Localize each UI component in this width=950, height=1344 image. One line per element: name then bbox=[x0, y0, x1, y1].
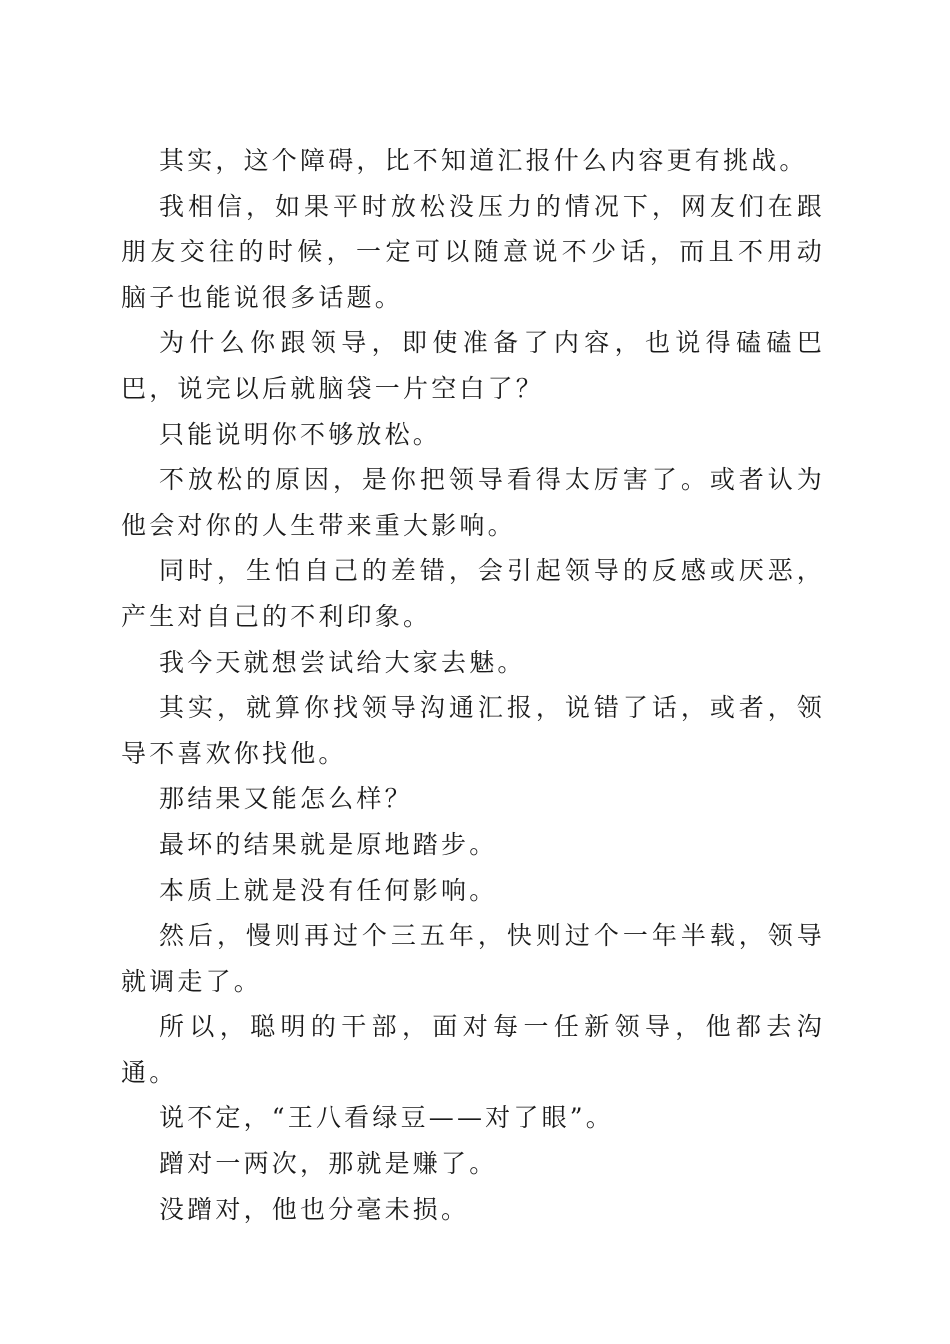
paragraph-4: 只能说明你不够放松。 bbox=[159, 419, 442, 449]
paragraph-5: 不放松的原因，是你把领导看得太厉害了。或者认为他会对你的人生带来重大影响。 bbox=[121, 465, 825, 540]
paragraph-12: 然后，慢则再过个三五年，快则过个一年半载，领导就调走了。 bbox=[121, 921, 825, 996]
paragraph-2: 我相信，如果平时放松没压力的情况下，网友们在跟朋友交往的时候，一定可以随意说不少话，而且不用动脑子也能说很多话题。 bbox=[121, 191, 825, 312]
paragraph-13: 所以，聪明的干部，面对每一任新领导，他都去沟通。 bbox=[121, 1012, 825, 1087]
paragraph-8: 其实，就算你找领导沟通汇报，说错了话，或者，领导不喜欢你找他。 bbox=[121, 693, 825, 768]
paragraph-1: 其实，这个障碍，比不知道汇报什么内容更有挑战。 bbox=[159, 146, 808, 175]
paragraph-16: 没蹭对，他也分毫未损。 bbox=[159, 1194, 470, 1224]
paragraph-11: 本质上就是没有任何影响。 bbox=[159, 875, 498, 905]
paragraph-6: 同时，生怕自己的差错，会引起领导的反感或厌恶，产生对自己的不利印象。 bbox=[121, 556, 825, 631]
paragraph-14: 说不定，“王八看绿豆——对了眼”。 bbox=[159, 1103, 614, 1133]
paragraph-15: 蹭对一两次，那就是赚了。 bbox=[159, 1149, 498, 1179]
paragraph-10: 最坏的结果就是原地踏步。 bbox=[159, 829, 498, 859]
document-body bbox=[121, 138, 825, 1232]
paragraph-7: 我今天就想尝试给大家去魅。 bbox=[159, 647, 526, 677]
paragraph-3: 为什么你跟领导，即使准备了内容，也说得磕磕巴巴，说完以后就脑袋一片空白了？ bbox=[121, 328, 825, 403]
paragraph-9: 那结果又能怎么样？ bbox=[159, 784, 413, 814]
